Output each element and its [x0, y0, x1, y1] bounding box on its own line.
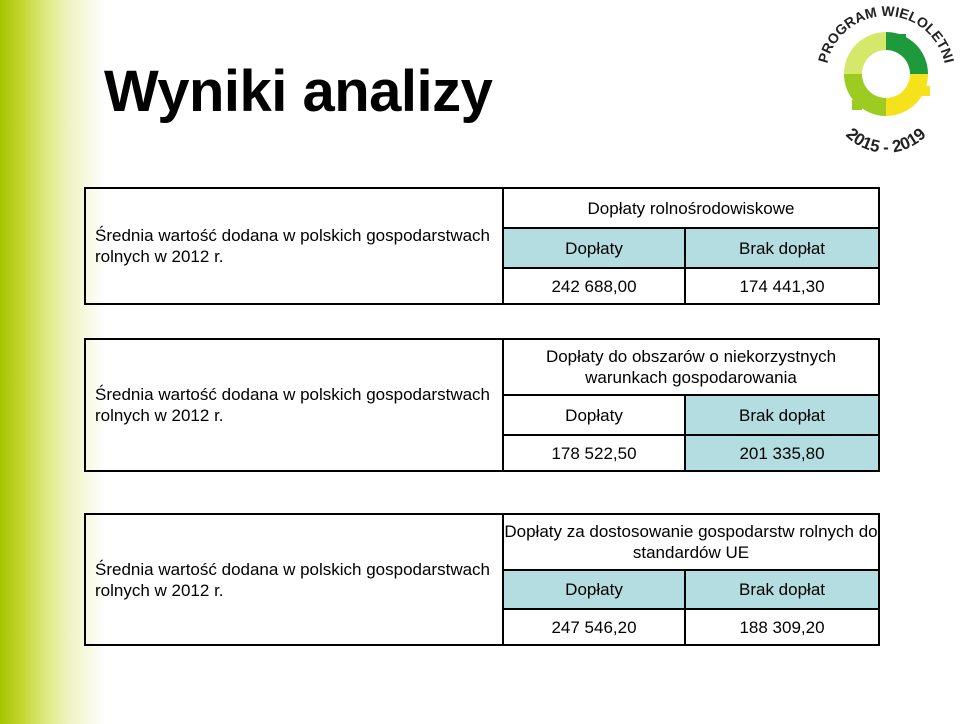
column-header-no-payments: Brak dopłat [739, 580, 825, 599]
table-header-row [504, 227, 878, 267]
program-wieloletni-logo [812, 4, 960, 154]
value-no-payments: 174 441,30 [739, 276, 825, 296]
page-title: Wyniki analizy [104, 59, 493, 124]
logo-ring-light [844, 32, 886, 74]
logo-top-text: PROGRAM WIELOLETNI [814, 4, 958, 65]
column-header-payments: Dopłaty [504, 571, 686, 608]
logo-years-text: 2015 - 2019 [842, 124, 930, 154]
value-payments: 178 522,50 [504, 436, 686, 470]
table-row [504, 608, 878, 644]
table-row [504, 434, 878, 470]
column-header-payments: Dopłaty [504, 229, 686, 267]
panel-eu-standards [84, 513, 880, 646]
column-header-no-payments: Brak dopłat [686, 396, 878, 434]
panel-label: Średnia wartość dodana w polskich gospodarstwach rolnych w 2012 r. [86, 340, 504, 470]
table-title: Dopłaty do obszarów o niekorzystnych warunkach gospodarowania [545, 347, 837, 387]
comparison-table [504, 340, 878, 470]
panel-label: Średnia wartość dodana w polskich gospodarstwach rolnych w 2012 r. [86, 515, 504, 644]
table-header-row [504, 394, 878, 434]
value-no-payments: 188 309,20 [739, 617, 825, 637]
value-payments: 242 688,00 [504, 269, 686, 303]
table-header-row [504, 569, 878, 608]
column-header-no-payments: Brak dopłat [739, 238, 825, 258]
panel-label: Średnia wartość dodana w polskich gospodarstwach rolnych w 2012 r. [86, 189, 504, 303]
panel-less-favoured-areas [84, 338, 880, 472]
column-header-payments: Dopłaty [504, 396, 686, 434]
table-title: Dopłaty za dostosowanie gospodarstw rolnych do standardów UE [504, 522, 878, 562]
table-title: Dopłaty rolnośrodowiskowe [587, 198, 795, 218]
comparison-table [504, 515, 878, 644]
value-payments: 247 546,20 [504, 610, 686, 644]
comparison-table [504, 189, 878, 303]
value-no-payments: 201 335,80 [686, 436, 878, 470]
logo-ring-green [886, 32, 928, 74]
table-row [504, 267, 878, 303]
logo-ring-lime [844, 74, 886, 116]
panel-agri-environment [84, 187, 880, 305]
